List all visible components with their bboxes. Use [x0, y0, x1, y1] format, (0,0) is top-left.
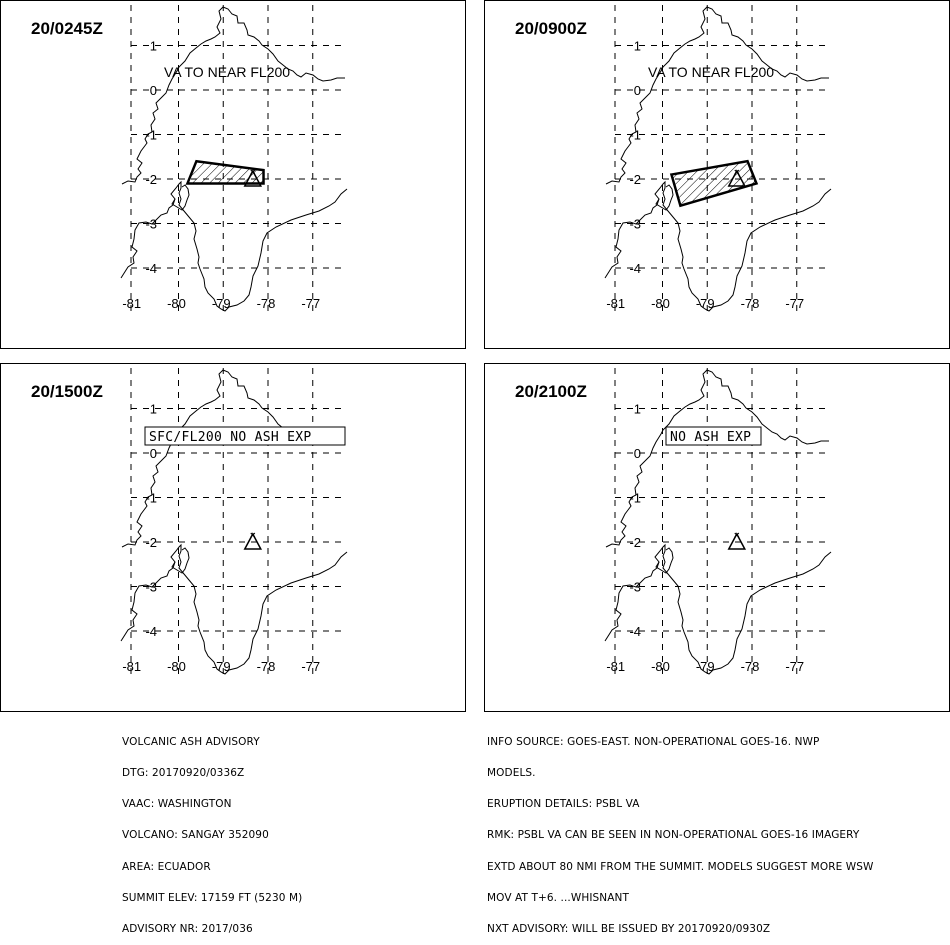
advisory-line: ERUPTION DETAILS: PSBL VA [487, 798, 640, 811]
lat-tick-label: 1 [633, 38, 641, 54]
lon-tick-label: -79 [695, 659, 715, 674]
advisory-line: INFO SOURCE: GOES-EAST. NON-OPERATIONAL GOES-16. NWP [487, 735, 820, 748]
ash-map-2 [485, 1, 950, 350]
lat-tick-label: -4 [145, 261, 157, 276]
lon-tick-label: -81 [606, 296, 626, 311]
lon-tick-label: -78 [740, 659, 760, 674]
lon-tick-label: -77 [785, 659, 805, 674]
lat-tick-label: 0 [633, 83, 641, 98]
forecast-panel-1 [0, 0, 466, 349]
advisory-line: MOV AT T+6. ...WHISNANT [487, 891, 630, 904]
lat-tick-label: 0 [633, 446, 641, 461]
advisory-line: SUMMIT ELEV: 17159 FT (5230 M) [122, 891, 303, 904]
lat-lon-grid [131, 5, 347, 317]
lon-tick-label: -78 [256, 296, 276, 311]
lon-tick-label: -77 [301, 659, 321, 674]
lat-tick-label: 1 [149, 401, 157, 417]
lon-tick-label: -79 [211, 296, 231, 311]
lon-tick-label: -81 [606, 659, 626, 674]
forecast-label: SFC/FL200 NO ASH EXP [149, 430, 312, 445]
advisory-line: VAAC: WASHINGTON [122, 798, 232, 811]
lon-tick-label: -77 [301, 296, 321, 311]
panel-timestamp: 20/2100Z [515, 382, 587, 401]
lon-tick-label: -81 [122, 659, 142, 674]
forecast-panel-3 [0, 363, 466, 712]
lat-tick-label: -1 [145, 490, 157, 506]
lat-tick-label: -3 [145, 216, 157, 232]
forecast-label: NO ASH EXP [670, 430, 752, 445]
advisory-line: RMK: PSBL VA CAN BE SEEN IN NON-OPERATIONAL GOES-16 IMAGERY [487, 829, 860, 842]
advisory-line: DTG: 20170920/0336Z [122, 767, 245, 780]
lat-lon-grid [615, 368, 831, 680]
lat-tick-label: 1 [633, 401, 641, 417]
panel-timestamp: 20/1500Z [31, 382, 103, 401]
lat-tick-label: -4 [145, 624, 157, 639]
lat-tick-label: -4 [629, 261, 641, 276]
lat-tick-label: 0 [149, 446, 157, 461]
lat-lon-grid [615, 5, 831, 317]
ash-map-4 [485, 364, 950, 713]
lat-tick-label: 0 [149, 83, 157, 98]
advisory-line: ADVISORY NR: 2017/036 [122, 923, 253, 936]
lat-tick-label: -4 [629, 624, 641, 639]
forecast-panel-4 [484, 363, 950, 712]
lon-tick-label: -79 [211, 659, 231, 674]
ash-map-3 [1, 364, 467, 713]
lat-tick-label: -1 [629, 127, 641, 143]
lon-tick-label: -80 [167, 659, 186, 674]
lat-tick-label: 1 [149, 38, 157, 54]
lat-tick-label: -1 [145, 127, 157, 143]
lat-tick-label: -2 [629, 172, 641, 187]
forecast-label: VA TO NEAR FL200 [164, 64, 291, 80]
lon-tick-label: -79 [695, 296, 715, 311]
lon-tick-label: -81 [122, 296, 142, 311]
advisory-right-text [487, 716, 874, 945]
advisory-line: VOLCANIC ASH ADVISORY [122, 735, 260, 748]
lat-tick-label: -3 [629, 216, 641, 232]
lat-tick-label: -2 [145, 535, 157, 550]
lat-lon-grid [131, 368, 347, 680]
lon-tick-label: -80 [167, 296, 186, 311]
lon-tick-label: -78 [256, 659, 276, 674]
lat-tick-label: -2 [629, 535, 641, 550]
lon-tick-label: -80 [651, 659, 670, 674]
advisory-line: AREA: ECUADOR [122, 860, 211, 873]
forecast-label: VA TO NEAR FL200 [648, 64, 775, 80]
ash-map-1 [1, 1, 467, 350]
lat-tick-label: -3 [629, 579, 641, 595]
lon-tick-label: -78 [740, 296, 760, 311]
lon-tick-label: -77 [785, 296, 805, 311]
lat-tick-label: -2 [145, 172, 157, 187]
advisory-line: NXT ADVISORY: WILL BE ISSUED BY 20170920/0930Z [487, 923, 771, 936]
panel-timestamp: 20/0245Z [31, 19, 103, 38]
advisory-line: EXTD ABOUT 80 NMI FROM THE SUMMIT. MODELS SUGGEST MORE WSW [487, 860, 874, 873]
lon-tick-label: -80 [651, 296, 670, 311]
advisory-line: MODELS. [487, 767, 536, 780]
lat-tick-label: -1 [629, 490, 641, 506]
advisory-line: VOLCANO: SANGAY 352090 [122, 829, 269, 842]
lat-tick-label: -3 [145, 579, 157, 595]
advisory-left-text [122, 716, 302, 945]
panel-timestamp: 20/0900Z [515, 19, 587, 38]
forecast-panel-2 [484, 0, 950, 349]
